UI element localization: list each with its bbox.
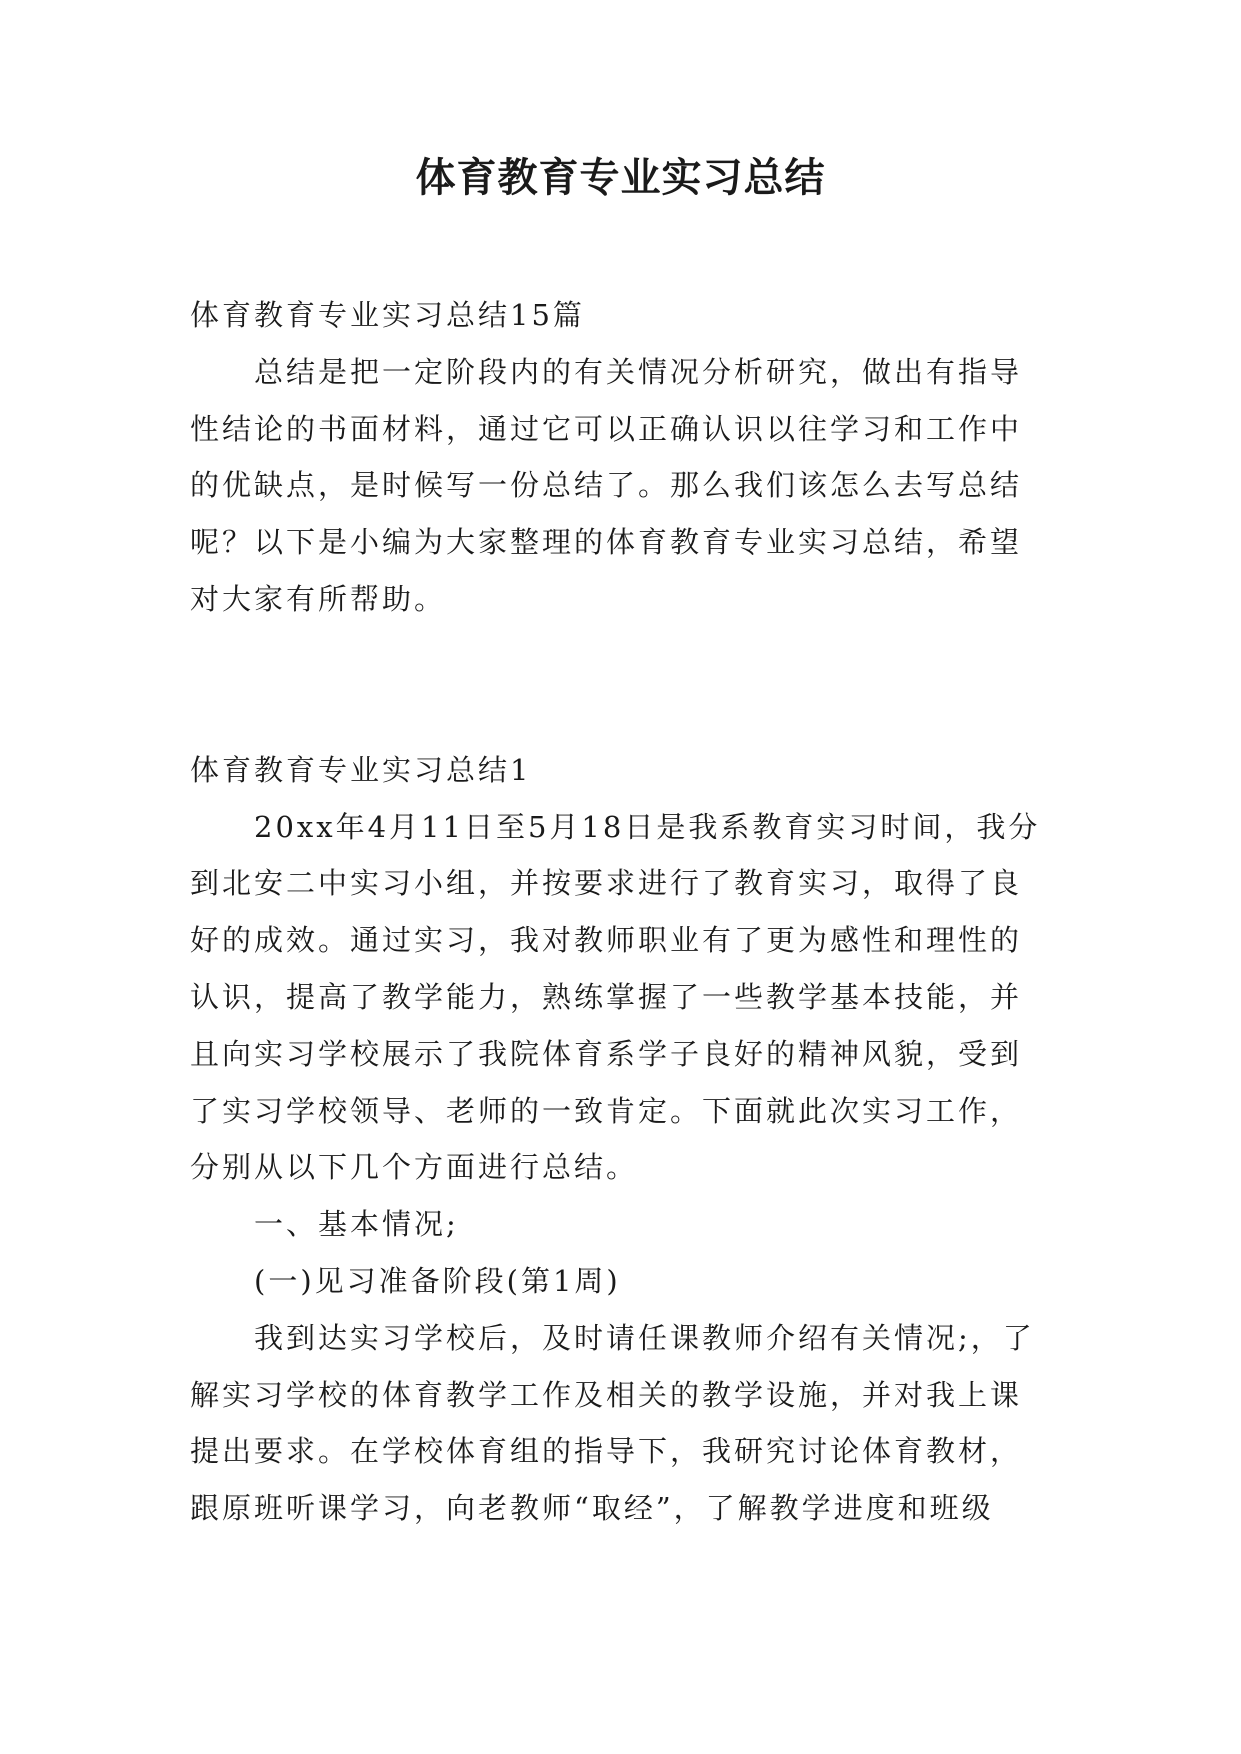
document-title: 体育教育专业实习总结 bbox=[415, 155, 826, 201]
document-body bbox=[190, 287, 1050, 1537]
subsection-heading: (一)见习准备阶段(第1周) bbox=[254, 1263, 621, 1298]
section-spacer bbox=[190, 628, 1050, 742]
intro-paragraph: 总结是把一定阶段内的有关情况分析研究，做出有指导性结论的书面材料，通过它可以正确认识以往学习和工作中的优缺点，是时候写一份总结了。那么我们该怎么去写总结呢？以下是小编为大家整理的体育教育专业实习总结，希望对大家有所帮助。 bbox=[190, 354, 1023, 616]
subsection-heading: 一、基本情况; bbox=[254, 1207, 459, 1242]
section-heading: 体育教育专业实习总结1 bbox=[190, 752, 532, 787]
body-paragraph: 20xx年4月11日至5月18日是我系教育实习时间，我分到北安二中实习小组，并按要求进行了教育实习，取得了良好的成效。通过实习，我对教师职业有了更为感性和理性的认识，提高了教学能力，熟练掌握了一些教学基本技能，并且向实习学校展示了我院体育系学子良好的精神风貌，受到了实习学校领导、老师的一致肯定。下面就此次实习工作，分别从以下几个方面进行总结。 bbox=[190, 809, 1041, 1185]
body-paragraph: 我到达实习学校后，及时请任课教师介绍有关情况;，了解实习学校的体育教学工作及相关的教学设施，并对我上课提出要求。在学校体育组的指导下，我研究讨论体育教材，跟原班听课学习，向老教师“取经”，了解教学进度和班级 bbox=[190, 1320, 1035, 1526]
document-subtitle: 体育教育专业实习总结15篇 bbox=[190, 298, 585, 332]
